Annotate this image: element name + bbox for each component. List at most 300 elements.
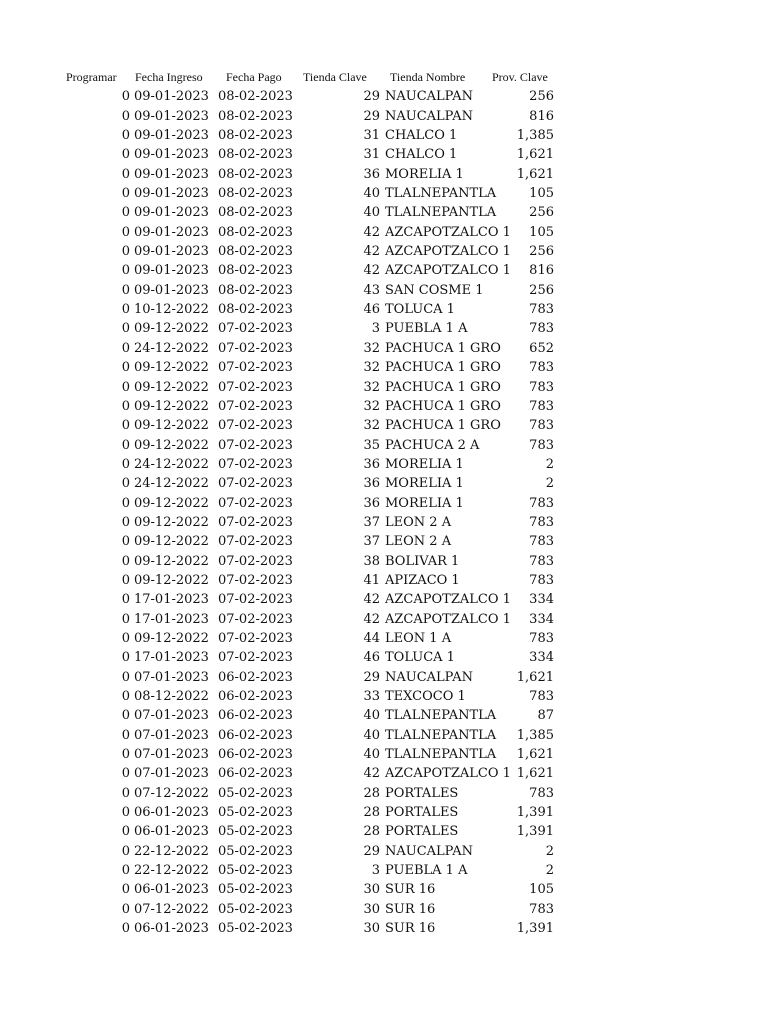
cell-programar: 0 [121, 147, 130, 163]
cell-tienda-nombre: TLALNEPANTLA [385, 727, 497, 743]
cell-tienda-nombre: NAUCALPAN [385, 89, 474, 105]
cell-programar: 0 [121, 863, 130, 879]
cell-fecha-pago: 08-02-2023 [218, 302, 293, 318]
cell-fecha-ingreso: 09-01-2023 [134, 282, 209, 298]
cell-fecha-ingreso: 07-12-2022 [134, 901, 209, 917]
cell-tienda-nombre: AZCAPOTZALCO 1 [385, 244, 511, 260]
cell-tienda-clave: 30 [363, 901, 380, 917]
cell-programar: 0 [121, 514, 130, 530]
spreadsheet-table [0, 68, 768, 938]
cell-prov-clave: 1,621 [516, 166, 554, 182]
cell-tienda-clave: 37 [363, 514, 380, 530]
cell-fecha-ingreso: 10-12-2022 [134, 302, 209, 318]
cell-fecha-pago: 07-02-2023 [218, 340, 293, 356]
cell-fecha-pago: 07-02-2023 [218, 476, 293, 492]
cell-prov-clave: 783 [529, 321, 554, 337]
cell-fecha-ingreso: 09-01-2023 [134, 205, 209, 221]
cell-tienda-nombre: AZCAPOTZALCO 1 [385, 592, 511, 608]
cell-prov-clave: 2 [545, 456, 554, 472]
cell-prov-clave: 783 [529, 630, 554, 646]
cell-fecha-ingreso: 17-01-2023 [134, 592, 209, 608]
cell-tienda-nombre: AZCAPOTZALCO 1 [385, 766, 511, 782]
cell-fecha-pago: 07-02-2023 [218, 321, 293, 337]
cell-programar: 0 [121, 108, 130, 124]
cell-prov-clave: 256 [529, 282, 554, 298]
cell-prov-clave: 783 [529, 495, 554, 511]
table-row [0, 397, 768, 416]
table-row [0, 339, 768, 358]
cell-tienda-nombre: PACHUCA 1 GRO [385, 379, 501, 395]
cell-tienda-clave: 42 [363, 244, 380, 260]
cell-tienda-nombre: TOLUCA 1 [385, 302, 455, 318]
cell-tienda-clave: 40 [363, 205, 380, 221]
table-row [0, 300, 768, 319]
cell-programar: 0 [121, 128, 130, 144]
cell-prov-clave: 816 [529, 108, 554, 124]
cell-prov-clave: 783 [529, 360, 554, 376]
cell-fecha-pago: 07-02-2023 [218, 418, 293, 434]
cell-fecha-pago: 06-02-2023 [218, 689, 293, 704]
table-row [0, 803, 768, 822]
cell-fecha-pago: 08-02-2023 [218, 263, 293, 279]
cell-programar: 0 [121, 650, 130, 666]
cell-prov-clave: 783 [529, 437, 554, 453]
cell-fecha-ingreso: 24-12-2022 [134, 340, 209, 356]
cell-programar: 0 [121, 689, 130, 704]
cell-tienda-clave: 32 [363, 379, 380, 395]
cell-tienda-clave: 31 [363, 128, 380, 144]
cell-tienda-clave: 29 [363, 669, 380, 685]
table-row [0, 880, 768, 899]
cell-prov-clave: 256 [529, 244, 554, 260]
cell-prov-clave: 1,621 [516, 147, 554, 163]
table-row [0, 319, 768, 338]
table-row [0, 436, 768, 455]
cell-fecha-pago: 06-02-2023 [218, 708, 293, 724]
cell-tienda-clave: 42 [363, 611, 380, 627]
cell-prov-clave: 783 [529, 572, 554, 588]
cell-tienda-nombre: TLALNEPANTLA [385, 747, 497, 763]
table-row [0, 474, 768, 493]
table-row [0, 281, 768, 300]
cell-fecha-pago: 05-02-2023 [218, 785, 293, 801]
cell-tienda-nombre: MORELIA 1 [385, 495, 464, 511]
cell-programar: 0 [121, 476, 130, 492]
table-row [0, 706, 768, 725]
table-row [0, 494, 768, 513]
cell-fecha-ingreso: 07-01-2023 [134, 708, 209, 724]
cell-tienda-clave: 46 [363, 302, 380, 318]
cell-fecha-ingreso: 09-01-2023 [134, 263, 209, 279]
cell-prov-clave: 783 [529, 553, 554, 569]
cell-tienda-clave: 32 [363, 340, 380, 356]
table-row [0, 764, 768, 783]
cell-fecha-pago: 08-02-2023 [218, 186, 293, 202]
cell-fecha-ingreso: 09-01-2023 [134, 224, 209, 240]
cell-fecha-ingreso: 06-01-2023 [134, 805, 209, 821]
cell-prov-clave: 1,391 [516, 805, 554, 821]
cell-tienda-nombre: TLALNEPANTLA [385, 205, 497, 221]
cell-tienda-clave: 40 [363, 747, 380, 763]
cell-programar: 0 [121, 630, 130, 646]
cell-tienda-clave: 42 [363, 592, 380, 608]
cell-fecha-ingreso: 09-01-2023 [134, 128, 209, 144]
cell-fecha-pago: 07-02-2023 [218, 456, 293, 472]
cell-programar: 0 [121, 398, 130, 414]
header-tienda-nombre: Tienda Nombre [390, 70, 466, 84]
cell-fecha-ingreso: 22-12-2022 [134, 863, 209, 879]
cell-programar: 0 [121, 592, 130, 608]
cell-tienda-clave: 41 [363, 572, 380, 588]
cell-programar: 0 [121, 437, 130, 453]
cell-tienda-nombre: NAUCALPAN [385, 108, 474, 124]
cell-tienda-clave: 28 [363, 824, 380, 840]
cell-fecha-pago: 07-02-2023 [218, 437, 293, 453]
cell-tienda-clave: 42 [363, 224, 380, 240]
cell-fecha-ingreso: 09-12-2022 [134, 514, 209, 530]
cell-programar: 0 [121, 785, 130, 801]
cell-tienda-nombre: CHALCO 1 [385, 128, 458, 144]
cell-tienda-clave: 31 [363, 147, 380, 163]
header-fecha-ingreso: Fecha Ingreso [135, 70, 203, 84]
cell-tienda-nombre: PORTALES [385, 805, 459, 821]
cell-tienda-clave: 32 [363, 360, 380, 376]
cell-tienda-nombre: APIZACO 1 [385, 572, 460, 588]
cell-fecha-pago: 07-02-2023 [218, 611, 293, 627]
table-row [0, 184, 768, 203]
cell-fecha-ingreso: 09-01-2023 [134, 147, 209, 163]
cell-tienda-nombre: PACHUCA 1 GRO [385, 340, 501, 356]
cell-fecha-pago: 07-02-2023 [218, 379, 293, 395]
cell-programar: 0 [121, 186, 130, 202]
cell-fecha-ingreso: 09-12-2022 [134, 572, 209, 588]
cell-fecha-pago: 05-02-2023 [218, 921, 293, 937]
cell-programar: 0 [121, 534, 130, 550]
cell-fecha-ingreso: 07-12-2022 [134, 785, 209, 801]
cell-prov-clave: 1,391 [516, 921, 554, 937]
cell-tienda-clave: 43 [363, 282, 380, 298]
cell-tienda-clave: 36 [363, 456, 380, 472]
cell-fecha-ingreso: 09-12-2022 [134, 630, 209, 646]
cell-prov-clave: 334 [529, 611, 554, 627]
cell-fecha-ingreso: 09-12-2022 [134, 418, 209, 434]
cell-prov-clave: 1,621 [516, 669, 554, 685]
cell-prov-clave: 783 [529, 418, 554, 434]
cell-prov-clave: 783 [529, 302, 554, 318]
cell-fecha-pago: 08-02-2023 [218, 108, 293, 124]
cell-fecha-ingreso: 24-12-2022 [134, 456, 209, 472]
cell-programar: 0 [121, 901, 130, 917]
cell-fecha-pago: 05-02-2023 [218, 824, 293, 840]
cell-programar: 0 [121, 340, 130, 356]
cell-prov-clave: 256 [529, 89, 554, 105]
cell-fecha-pago: 08-02-2023 [218, 166, 293, 182]
cell-fecha-ingreso: 09-12-2022 [134, 553, 209, 569]
cell-tienda-clave: 36 [363, 476, 380, 492]
cell-tienda-nombre: TOLUCA 1 [385, 650, 455, 666]
cell-tienda-clave: 29 [363, 843, 380, 859]
table-row [0, 378, 768, 397]
cell-tienda-clave: 28 [363, 805, 380, 821]
cell-tienda-nombre: NAUCALPAN [385, 843, 474, 859]
cell-prov-clave: 652 [529, 340, 554, 356]
cell-fecha-ingreso: 07-01-2023 [134, 727, 209, 743]
cell-prov-clave: 783 [529, 379, 554, 395]
table-row [0, 552, 768, 571]
table-row [0, 203, 768, 222]
cell-programar: 0 [121, 805, 130, 821]
cell-tienda-nombre: SUR 16 [385, 901, 436, 917]
cell-tienda-nombre: SAN COSME 1 [385, 282, 484, 298]
table-row [0, 455, 768, 474]
cell-fecha-ingreso: 17-01-2023 [134, 650, 209, 666]
cell-tienda-clave: 33 [363, 689, 380, 704]
header-fecha-pago: Fecha Pago [226, 70, 282, 84]
table-row [0, 107, 768, 126]
cell-programar: 0 [121, 321, 130, 337]
cell-prov-clave: 334 [529, 650, 554, 666]
cell-prov-clave: 783 [529, 514, 554, 530]
cell-fecha-pago: 08-02-2023 [218, 128, 293, 144]
cell-programar: 0 [121, 747, 130, 763]
cell-tienda-clave: 29 [363, 89, 380, 105]
cell-programar: 0 [121, 495, 130, 511]
cell-tienda-nombre: NAUCALPAN [385, 669, 474, 685]
cell-prov-clave: 816 [529, 263, 554, 279]
cell-tienda-nombre: MORELIA 1 [385, 166, 464, 182]
cell-tienda-nombre: AZCAPOTZALCO 1 [385, 263, 511, 279]
cell-programar: 0 [121, 224, 130, 240]
cell-programar: 0 [121, 553, 130, 569]
cell-fecha-pago: 08-02-2023 [218, 205, 293, 221]
cell-prov-clave: 783 [529, 534, 554, 550]
cell-fecha-pago: 08-02-2023 [218, 147, 293, 163]
cell-fecha-pago: 08-02-2023 [218, 224, 293, 240]
cell-prov-clave: 1,385 [516, 727, 554, 743]
table-row [0, 668, 768, 687]
header-row [0, 68, 768, 87]
cell-fecha-pago: 07-02-2023 [218, 514, 293, 530]
cell-tienda-clave: 46 [363, 650, 380, 666]
cell-prov-clave: 783 [529, 689, 554, 704]
cell-programar: 0 [121, 418, 130, 434]
cell-programar: 0 [121, 244, 130, 260]
table-row [0, 223, 768, 242]
cell-fecha-pago: 07-02-2023 [218, 630, 293, 646]
cell-fecha-ingreso: 07-01-2023 [134, 747, 209, 763]
cell-programar: 0 [121, 379, 130, 395]
cell-tienda-clave: 32 [363, 398, 380, 414]
cell-tienda-clave: 36 [363, 166, 380, 182]
table-row [0, 842, 768, 861]
cell-fecha-pago: 06-02-2023 [218, 727, 293, 743]
table-row [0, 745, 768, 764]
cell-programar: 0 [121, 843, 130, 859]
cell-fecha-pago: 05-02-2023 [218, 805, 293, 821]
table-row [0, 532, 768, 551]
cell-programar: 0 [121, 456, 130, 472]
cell-tienda-nombre: PORTALES [385, 785, 459, 801]
cell-prov-clave: 105 [529, 882, 554, 898]
header-programar: Programar [66, 70, 117, 84]
cell-fecha-pago: 07-02-2023 [218, 553, 293, 569]
cell-prov-clave: 2 [545, 476, 554, 492]
cell-tienda-clave: 32 [363, 418, 380, 434]
cell-prov-clave: 105 [529, 224, 554, 240]
cell-programar: 0 [121, 611, 130, 627]
cell-tienda-nombre: AZCAPOTZALCO 1 [385, 224, 511, 240]
cell-fecha-pago: 08-02-2023 [218, 282, 293, 298]
cell-tienda-nombre: PUEBLA 1 A [385, 863, 468, 879]
cell-fecha-pago: 07-02-2023 [218, 534, 293, 550]
table-row [0, 726, 768, 745]
cell-tienda-clave: 42 [363, 263, 380, 279]
cell-fecha-pago: 07-02-2023 [218, 592, 293, 608]
cell-fecha-ingreso: 06-01-2023 [134, 921, 209, 937]
cell-fecha-pago: 06-02-2023 [218, 669, 293, 685]
cell-prov-clave: 1,621 [516, 766, 554, 782]
cell-programar: 0 [121, 824, 130, 840]
cell-tienda-nombre: TEXCOCO 1 [385, 689, 466, 704]
cell-tienda-clave: 44 [363, 630, 380, 646]
cell-tienda-clave: 40 [363, 708, 380, 724]
cell-prov-clave: 783 [529, 901, 554, 917]
cell-programar: 0 [121, 766, 130, 782]
cell-prov-clave: 1,391 [516, 824, 554, 840]
cell-tienda-clave: 40 [363, 727, 380, 743]
table-row [0, 900, 768, 919]
cell-tienda-clave: 3 [371, 863, 380, 879]
cell-tienda-clave: 28 [363, 785, 380, 801]
cell-tienda-nombre: PACHUCA 1 GRO [385, 418, 501, 434]
cell-tienda-nombre: PUEBLA 1 A [385, 321, 468, 337]
table-row [0, 629, 768, 648]
cell-tienda-clave: 35 [363, 437, 380, 453]
cell-fecha-ingreso: 09-12-2022 [134, 321, 209, 337]
cell-fecha-ingreso: 06-01-2023 [134, 882, 209, 898]
cell-fecha-pago: 08-02-2023 [218, 244, 293, 260]
cell-tienda-nombre: TLALNEPANTLA [385, 186, 497, 202]
cell-fecha-pago: 07-02-2023 [218, 398, 293, 414]
cell-programar: 0 [121, 727, 130, 743]
cell-fecha-ingreso: 09-01-2023 [134, 186, 209, 202]
table-row [0, 145, 768, 164]
cell-tienda-clave: 29 [363, 108, 380, 124]
cell-fecha-ingreso: 22-12-2022 [134, 843, 209, 859]
cell-prov-clave: 105 [529, 186, 554, 202]
cell-fecha-ingreso: 08-12-2022 [134, 689, 209, 704]
table-row [0, 687, 768, 706]
cell-fecha-ingreso: 09-12-2022 [134, 437, 209, 453]
cell-programar: 0 [121, 282, 130, 298]
cell-tienda-clave: 3 [371, 321, 380, 337]
cell-programar: 0 [121, 669, 130, 685]
cell-tienda-nombre: BOLIVAR 1 [385, 553, 460, 569]
cell-programar: 0 [121, 166, 130, 182]
cell-fecha-ingreso: 07-01-2023 [134, 766, 209, 782]
cell-fecha-ingreso: 24-12-2022 [134, 476, 209, 492]
cell-tienda-nombre: PACHUCA 1 GRO [385, 360, 501, 376]
cell-fecha-ingreso: 09-12-2022 [134, 379, 209, 395]
cell-fecha-ingreso: 07-01-2023 [134, 669, 209, 685]
cell-programar: 0 [121, 360, 130, 376]
cell-tienda-nombre: PORTALES [385, 824, 459, 840]
header-tienda-clave: Tienda Clave [303, 70, 367, 84]
cell-fecha-ingreso: 09-01-2023 [134, 89, 209, 105]
cell-fecha-ingreso: 09-01-2023 [134, 244, 209, 260]
cell-fecha-pago: 06-02-2023 [218, 766, 293, 782]
cell-programar: 0 [121, 882, 130, 898]
cell-fecha-pago: 07-02-2023 [218, 572, 293, 588]
cell-prov-clave: 256 [529, 205, 554, 221]
table-row [0, 242, 768, 261]
cell-fecha-pago: 08-02-2023 [218, 89, 293, 105]
table-row [0, 784, 768, 803]
cell-prov-clave: 783 [529, 785, 554, 801]
table-row [0, 822, 768, 841]
table-row [0, 648, 768, 667]
header-prov-clave: Prov. Clave [492, 70, 548, 84]
table-row [0, 126, 768, 145]
cell-fecha-ingreso: 09-01-2023 [134, 108, 209, 124]
cell-tienda-clave: 30 [363, 921, 380, 937]
cell-tienda-nombre: CHALCO 1 [385, 147, 458, 163]
table-body [0, 87, 768, 938]
cell-programar: 0 [121, 302, 130, 318]
cell-tienda-nombre: MORELIA 1 [385, 476, 464, 492]
cell-tienda-nombre: SUR 16 [385, 882, 436, 898]
cell-fecha-ingreso: 09-12-2022 [134, 360, 209, 376]
cell-prov-clave: 334 [529, 592, 554, 608]
cell-prov-clave: 2 [545, 843, 554, 859]
cell-tienda-clave: 30 [363, 882, 380, 898]
table-row [0, 261, 768, 280]
cell-tienda-clave: 40 [363, 186, 380, 202]
cell-prov-clave: 1,385 [516, 128, 554, 144]
table-row [0, 416, 768, 435]
table-row [0, 87, 768, 106]
table-row [0, 358, 768, 377]
cell-programar: 0 [121, 205, 130, 221]
table-row [0, 513, 768, 532]
cell-fecha-pago: 05-02-2023 [218, 843, 293, 859]
cell-fecha-ingreso: 17-01-2023 [134, 611, 209, 627]
cell-programar: 0 [121, 708, 130, 724]
cell-fecha-pago: 07-02-2023 [218, 495, 293, 511]
cell-tienda-clave: 36 [363, 495, 380, 511]
cell-tienda-nombre: TLALNEPANTLA [385, 708, 497, 724]
table-row [0, 919, 768, 938]
cell-fecha-ingreso: 09-12-2022 [134, 398, 209, 414]
cell-tienda-nombre: AZCAPOTZALCO 1 [385, 611, 511, 627]
cell-programar: 0 [121, 572, 130, 588]
cell-fecha-pago: 05-02-2023 [218, 863, 293, 879]
cell-prov-clave: 1,621 [516, 747, 554, 763]
cell-prov-clave: 2 [545, 863, 554, 879]
cell-programar: 0 [121, 263, 130, 279]
cell-fecha-pago: 05-02-2023 [218, 882, 293, 898]
cell-fecha-ingreso: 06-01-2023 [134, 824, 209, 840]
cell-fecha-pago: 07-02-2023 [218, 650, 293, 666]
cell-tienda-clave: 37 [363, 534, 380, 550]
cell-tienda-nombre: MORELIA 1 [385, 456, 464, 472]
table-row [0, 165, 768, 184]
cell-tienda-nombre: PACHUCA 1 GRO [385, 398, 501, 414]
cell-tienda-clave: 38 [363, 553, 380, 569]
table-row [0, 571, 768, 590]
cell-programar: 0 [121, 921, 130, 937]
cell-programar: 0 [121, 89, 130, 105]
